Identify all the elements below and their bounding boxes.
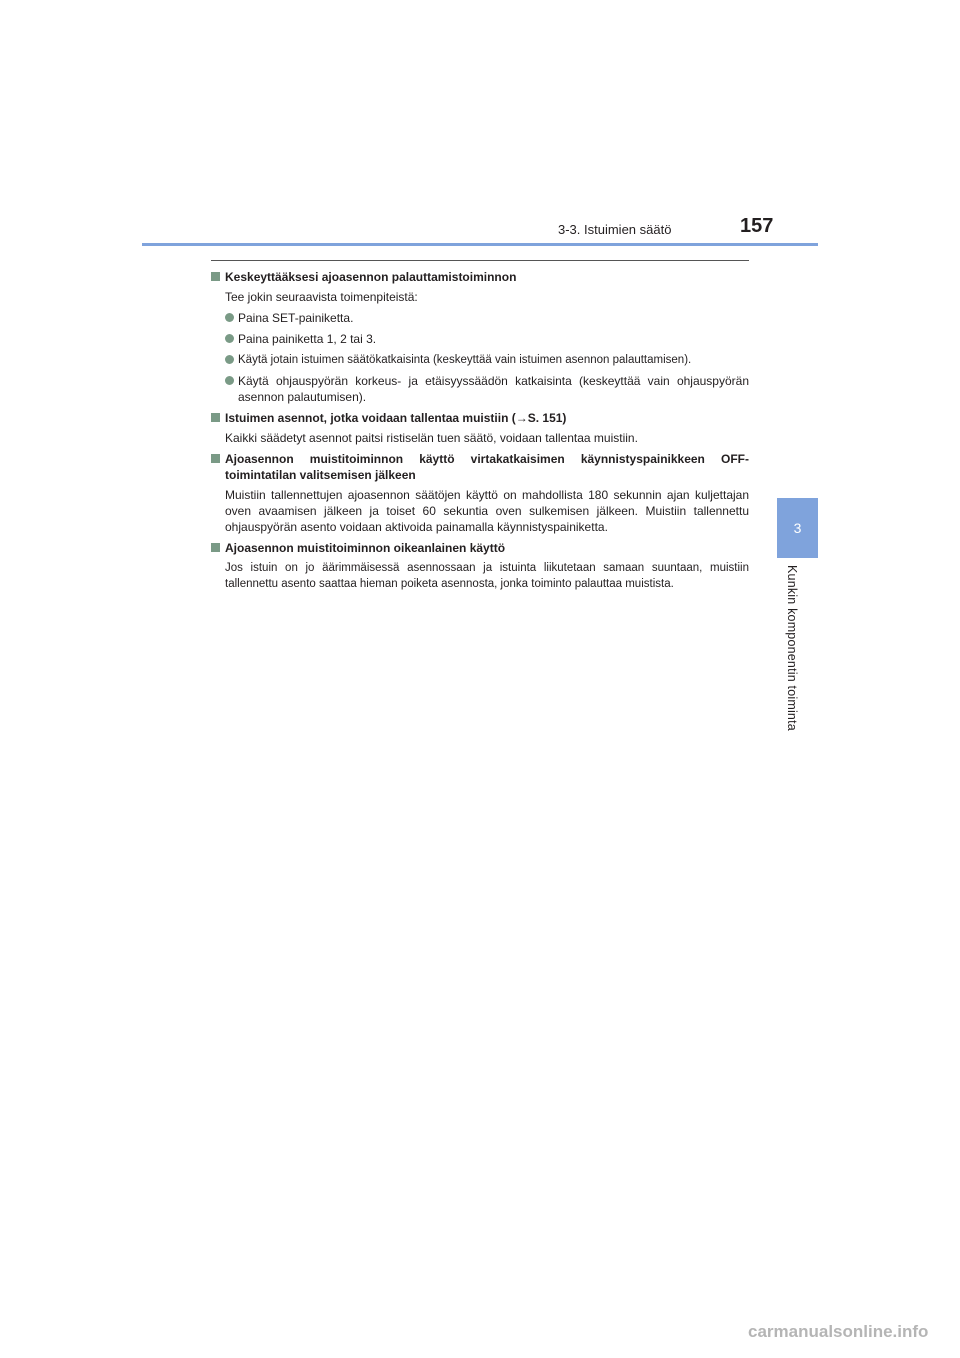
square-bullet-icon xyxy=(211,543,220,552)
square-bullet-icon xyxy=(211,454,220,463)
paragraph: Muistiin tallennettujen ajoasennon säätöjen käyttö on mahdollista 180 sekunnin ajan kuljettajan oven avaamisen jälkeen ja toiset 60 sekuntia oven sulkemisen jälkeen. Muistiin tallennettu ohjauspyörän asento voidaan aktivoida painamalla käynnistyspainiketta. xyxy=(225,488,749,534)
chapter-tab xyxy=(777,498,818,558)
section-title: 3-3. Istuimien säätö xyxy=(558,222,672,237)
page-number: 157 xyxy=(740,215,774,237)
section-heading: Istuimen asennot, jotka voidaan tallentaa muistiin (→S. 151) xyxy=(211,410,749,426)
chapter-title: Kunkin komponentin toiminta xyxy=(785,565,799,731)
list-item: Käytä jotain istuimen säätökatkaisinta (keskeyttää vain istuimen asennon palauttamisen). xyxy=(211,352,749,368)
paragraph: Kaikki säädetyt asennot paitsi ristiselän tuen säätö, voidaan tallentaa muistiin. xyxy=(225,431,638,445)
watermark: carmanualsonline.info xyxy=(748,1322,929,1341)
section-heading: Ajoasennon muistitoiminnon käyttö virtakatkaisimen käynnistyspainikkeen OFF-toimintatilan valitsemisen jälkeen xyxy=(211,451,749,483)
chapter-number: 3 xyxy=(793,520,802,536)
square-bullet-icon xyxy=(211,272,220,281)
circle-bullet-icon xyxy=(225,355,234,364)
list-item: Paina SET-painiketta. xyxy=(211,310,749,326)
section-heading: Keskeyttääksesi ajoasennon palauttamistoiminnon xyxy=(211,269,749,285)
content-divider xyxy=(211,260,749,261)
paragraph: Tee jokin seuraavista toimenpiteistä: xyxy=(225,290,418,304)
circle-bullet-icon xyxy=(225,334,234,343)
paragraph: Jos istuin on jo äärimmäisessä asennossaan ja istuinta liikutetaan samaan suuntaan, muistiin tallennettu asento saattaa hieman poiketa asennosta, jonka toiminto palauttaa muistista. xyxy=(225,562,749,590)
main-content xyxy=(211,269,749,592)
section-heading: Ajoasennon muistitoiminnon oikeanlainen käyttö xyxy=(211,540,749,556)
circle-bullet-icon xyxy=(225,376,234,385)
list-item: Käytä ohjauspyörän korkeus- ja etäisyyssäädön katkaisinta (keskeyttää vain ohjauspyörän asennon palautumisen). xyxy=(211,373,749,405)
circle-bullet-icon xyxy=(225,313,234,322)
list-item: Paina painiketta 1, 2 tai 3. xyxy=(211,331,749,347)
square-bullet-icon xyxy=(211,413,220,422)
header-divider xyxy=(142,243,818,246)
